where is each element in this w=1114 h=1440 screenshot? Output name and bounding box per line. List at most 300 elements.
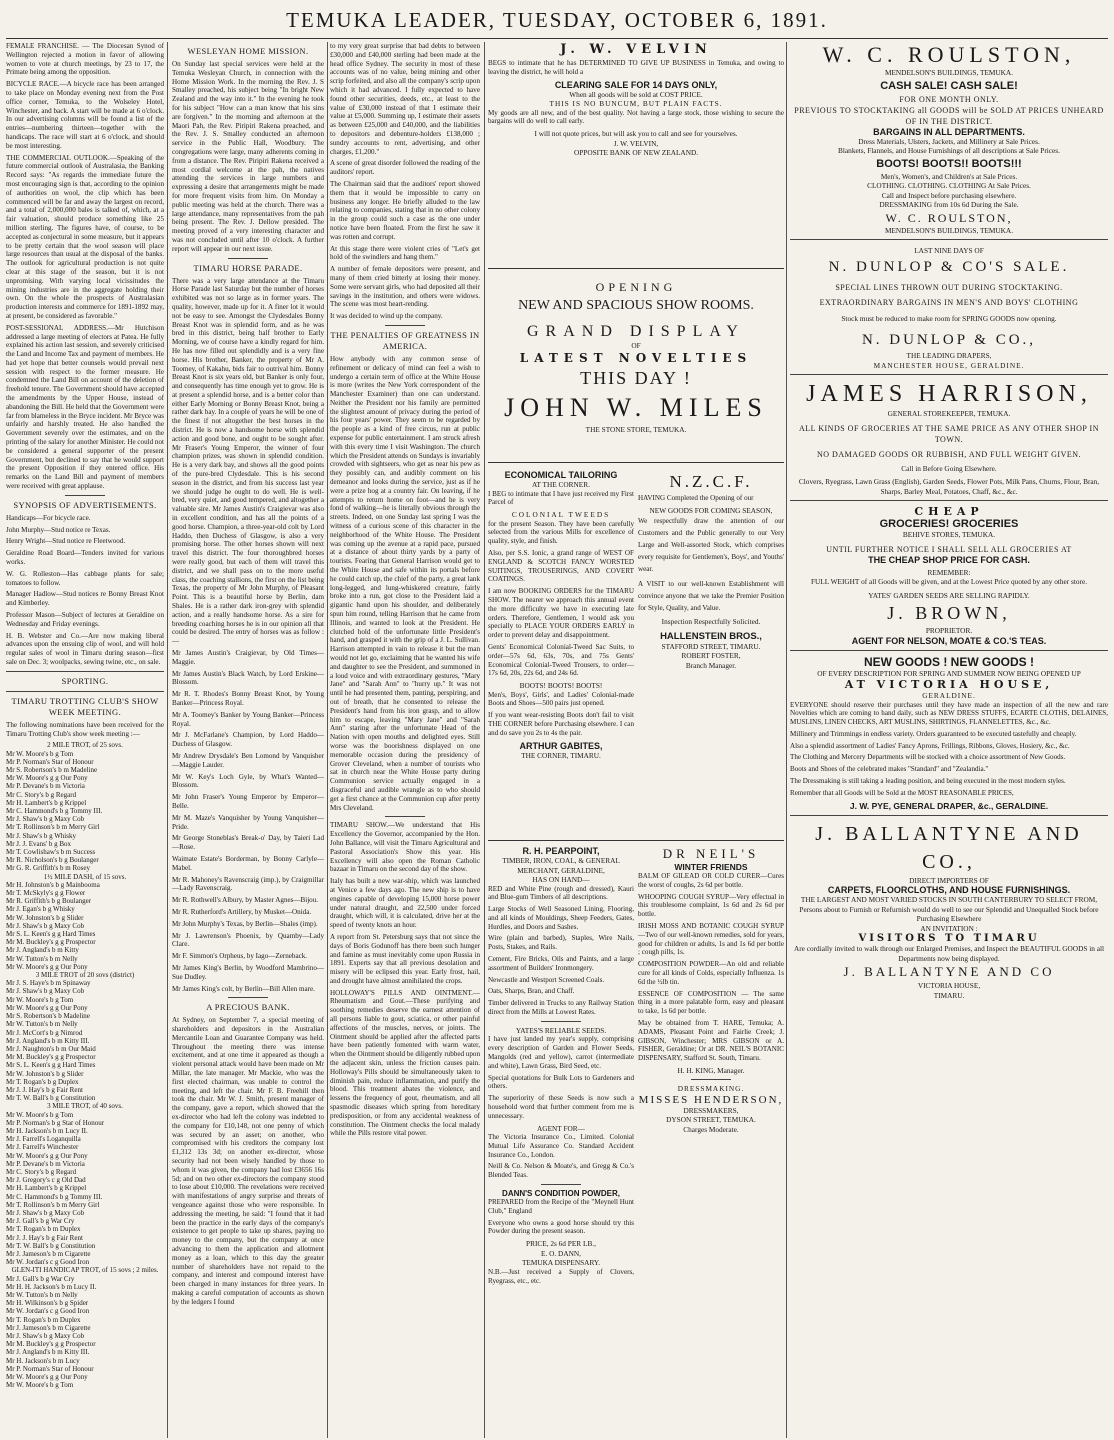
race-entry-list: [6, 1275, 164, 1390]
neil-body: COMPOSITION POWDER—An old and reliable cure for all kinds of Colds, especially Influenza. 1s 6d the ½lb tin.: [638, 960, 784, 986]
race-title: 1½ MILE DASH, of 15 sovs.: [43, 872, 127, 881]
harrison-name: JAMES HARRISON,: [806, 381, 1092, 407]
divider: [228, 258, 268, 259]
dunlop-sub: THE LEADING DRAPERS,: [906, 351, 992, 360]
horse-entry: Mr John Fraser's Young Emperor by Emperor—Belle.: [172, 793, 324, 810]
race-entry: Mr S. L. Keen's g g Hard Times: [6, 1061, 96, 1070]
horse-entry: Mr James Austin's Black Watch, by Lord Erskine—Blossom.: [172, 669, 324, 687]
velvin-lead: BEGS to intimate that he has DETERMINED TO GIVE UP BUSINESS in Temuka, and owing to leaving the district, he will hold a: [488, 59, 784, 76]
advert-ballantyne: [790, 820, 1108, 1001]
brown-yates: YATES' GARDEN SEEDS ARE SELLING RAPIDLY.: [868, 590, 1030, 600]
synopsis-item: Geraldine Road Board—Tenders invited for various works.: [6, 549, 164, 567]
column-divider: [484, 42, 485, 1438]
news-post-sessional-address: POST-SESSIONAL ADDRESS.—Mr Hutchison addressed a large meeting of electors at Patea. He fully explained his action last session, and severely criticised the Land and Income Tax and payment of members. He had yet hope that better counsels would prevail next session with respect to the former measure. He condemned the Land Bill on account of the deletion of freehold tenure. The Government should have accepted the amendments by the Upper House, instead of abandoning the Bill. He held that the Government were far from blameless in the Bryce incident. Mr Bryce was unfairly and harshly treated. He also handled the Government severely over the estimates, and on the printing of the salary for another Minister. He could not be considered a general supporter of the present Government, but declined to say that he would support the present Opposition if they entered office. His remarks on the Land Bill and payment of members were received with great applause.: [6, 323, 164, 491]
pearpoint-body: Newcastle and Westport Screened Coals.: [488, 975, 605, 984]
race-entry: Mr T. McSkyly's g g Flower: [6, 889, 86, 898]
news-russia-famine: A report from St. Petersburg says that not since the days of Boris Godunoff has there been such hunger and famine as must inevitably come upon Russia in 1891. Experts say that all previous desolation and misery will be eclipsed this year. Early frost, hail, and drought have almost annihilated the crops.: [330, 932, 480, 985]
race-entry: Mr P. Devane's b m Victoria: [6, 1159, 85, 1168]
race-entry-list: [6, 881, 164, 971]
nzcf-heading: N.Z.C.F.: [669, 472, 753, 491]
race-entry: Mr J. J. Hay's b g Fair Rent: [6, 1233, 83, 1242]
horse-entry: Mr M. Maze's Vanquisher by Young Vanquisher—Pride.: [172, 813, 324, 831]
advert-dunlop: [790, 246, 1108, 370]
divider: [541, 1021, 581, 1022]
race-entry: Mr J. Egan's b g Whisky: [6, 905, 75, 914]
ballantyne-visitors: VISITORS TO TIMARU: [858, 933, 1040, 945]
brown-name: J. BROWN,: [887, 603, 1011, 623]
race-entry: Mr T. Rogan's b g Duplex: [6, 1077, 79, 1086]
race-entry: Mr W. Johnston's b g Slider: [6, 1069, 84, 1078]
ballantyne-town: TIMARU.: [933, 990, 965, 1000]
horse-entry: Mr W. Key's Loch Gyle, by What's Wanted—Blossom.: [172, 772, 324, 790]
divider: [65, 495, 105, 496]
race-entry: Mr W. Tutton's b m Nelly: [6, 954, 78, 963]
ballantyne-largest: THE LARGEST AND MOST VARIED STOCKS IN SOUTH CANTERBURY TO SELECT FROM,: [800, 895, 1098, 905]
velvin-quote: I will not quote prices, but will ask you to call and see for yourselves.: [534, 129, 738, 139]
velvin-nobuncum: THIS IS NO BUNCUM, BUT PLAIN FACTS.: [549, 99, 723, 109]
pye-body: Boots and Shoes of the celebrated makes "Standard" and "Zealandia.": [790, 765, 989, 774]
bank-article-paragraph: A number of female depositors were present, and many of them cried bitterly at losing their money. Some were servant girls, who had deposited all their savings in the institution, and others were widows. The scene was most heart-rending.: [330, 265, 480, 309]
pye-geraldine: GERALDINE.: [922, 691, 976, 700]
harrison-call: Call in Before Going Elsewhere.: [901, 463, 997, 473]
nzcf-body: HAVING Completed the Opening of our: [638, 494, 754, 502]
race-entry: Mr J. Shaw's b g Maxy Cob: [6, 815, 85, 824]
velvin-sold: When all goods will be sold at COST PRICE.: [569, 89, 703, 99]
race-title: 3 MILE TROT, of 40 sovs.: [47, 1102, 123, 1111]
news-female-franchise: FEMALE FRANCHISE. — The Diocesan Synod of Wellington rejected a motion in favor of allowing women to vote at church meetings, by 23 to 17, the Primate being among the opposition.: [6, 42, 164, 77]
roulston-signature-address: MENDELSON'S BUILDINGS, TEMUKA.: [884, 225, 1014, 235]
dunlop-name: N. DUNLOP & CO.,: [861, 332, 1037, 348]
race-entry: Mr T. Rollinson's b m Merry Girl: [6, 823, 100, 832]
roulston-clothing: CLOTHING. CLOTHING. CLOTHING At Sale Prices.: [867, 181, 1031, 190]
race-entry: Mr J. McCort's b g Nimrod: [6, 1028, 83, 1037]
race-entry: Mr H. Jackson's b m Lucy: [6, 1356, 80, 1365]
race-entry: Mr W. Moore's g g Our Pony: [6, 1151, 88, 1160]
yates-body: Neill & Co. Nelson & Moate's, and Gregg & Co.'s Blended Teas.: [488, 1162, 634, 1180]
miles-name: JOHN W. MILES: [504, 392, 768, 422]
column-5-ads: [790, 42, 1108, 1438]
pye-body: Millinery and Trimmings in endless variety. Orders guaranteed to be executed tastefully and cheaply.: [790, 729, 1077, 738]
horse-parade-article: There was a very large attendance at the Timaru Horse Parade last Saturday but the number of horses exhibited was not so large as in former years. The quality, however, made up for it. A finer lot it would not be easy to see. Amongst the Clydesdales Bonny Breast Knot was in splendid form, and as he was bred in this district, being half brother to Early Morning, we of course have a kindly regard for him. He has now filled out splendidly and is a very fine horse. His brother, Banker, the property of Mr A. Toomey, of Kakahu, bids fair to outrival him. Bonny Breast Knot is six years old, but Banker is only four, and consequently has time enough yet to grow. He is at present a splendid horse, and is a better color than either Early Morning or Bonny Breast Knot, being a rather dark bay. In a couple of years he will be one of the finest if not altogether the best horses in the district. He is now a handsome horse with splendid action and good bone, and ought to be sought after. Mr Fraser's Young Emperor, the winner of four champion prizes, was shown in splendid condition. He is a very dark bay, and shows all the good points of the pure-bred Clydesdale. This is his second season in the district, and from his success last year we should judge he ought to do well. He is well-bred, very quiet, and good tempered, and altogether a valuable sire. Mr James Austin's Craigievar was also in excellent condition, and has all the points of a good horse. Champion, a three-year-old colt by Lord Haddo, then Duchess of Glasgow, is also a very promising horse. The other horses shown will next travel this district. The four thoroughbred horses were really good, but each of them will travel this district, and we shall pass on to the more useful class, the coaching stallions, the first on the list being Texas, the property of Mr John Murphy, of Pleasant Point. This is a beautiful horse by Berlin, dam Shales. He is a rather dark iron-grey with splendid action, and a really handsome horse. As a sire for breeding coaching horses he is in our opinion all that could be desired. The entry of horses was as follow :—: [172, 276, 324, 646]
race-entry: Mr H. Wilkinson's b g Spider: [6, 1299, 89, 1308]
race-entry: Mr H. Lambert's b g Krippel: [6, 1184, 87, 1193]
horse-entry: Mr R. Rutherford's Artillery, by Musket—Onida.: [172, 907, 312, 916]
ballantyne-house: VICTORIA HOUSE,: [917, 981, 981, 991]
divider: [790, 650, 1108, 651]
race-entry: Mr W. Tutton's b m Nelly: [6, 1020, 78, 1029]
pye-body: The Clothing and Mercery Departments will be stocked with a choice assortment of New Goods.: [790, 753, 1066, 762]
neil-signature: H. H. KING, Manager.: [677, 1065, 745, 1075]
dressmaking-address: DYSON STREET, TEMUKA.: [666, 1115, 756, 1125]
roulston-boots: BOOTS! BOOTS!! BOOTS!!!: [876, 157, 1022, 170]
bank-article-paragraph: The Chairman said that the auditors' report showed them that it would be impossible to carry on business any longer. He briefly alluded to the law relating to companies, stating that in no other colony in the group could such a case as the one under notice have been floated. From the first he saw it was rotten and corrupt.: [330, 179, 480, 241]
race-entry: Mr W. Moore's g g Our Pony: [6, 1373, 88, 1382]
trotting-heading: TIMARU TROTTING CLUB'S SHOW WEEK MEETING.: [11, 695, 159, 717]
miles-opening: OPENING: [595, 280, 677, 294]
wesleyan-article: On Sunday last special services were held at the Temuka Wesleyan Church, in connection with the Home Mission Work. In the morning the Rev. J. S Smalley preached, his subject being "In bright New Zealand and the way into it." In the evening he took for his subject "How can a man know that his sins are forgiven." In the morning and afternoon at the Maori Pah, the Rev. Piripiri Rakena preached, and the Rev. J. S. Smalley conducted an afternoon service in the Public Hall, Woodbury. The congregations were large, many adherents coming in from a distance. The Rev. Piripiri Rakena received a most cordial welcome at the pah, the natives attending the services in large numbers and expressing a desire that arrangements might be made for more frequent visits from him. On Monday a public meeting was held at the church. There was a large attendance, many representatives from the pah being present. The Rev. J. Dellow presided. The meeting proved of a very interesting character and was not concluded until after 10 o'clock. A further report will appear in our next issue.: [172, 60, 324, 253]
velvin-sale: CLEARING SALE FOR 14 DAYS ONLY,: [554, 79, 718, 90]
race-entry: Mr S. Robertson's b Madeline: [6, 1012, 90, 1021]
horse-entry: Mr J. McFarlane's Champion, by Lord Haddo—Duchess of Glasgow.: [172, 731, 324, 749]
race-entry: Mr J. Angland's b m Kitty: [6, 946, 79, 955]
brown-cheap: CHEAP: [914, 505, 984, 518]
dressmaking-heading: DRESSMAKING.: [677, 1084, 745, 1094]
pearpoint-body: Timber delivered in Trucks to any Railway Station direct from the Mills at Lowest Rates.: [488, 999, 634, 1017]
miles-this-day: THIS DAY !: [580, 367, 692, 388]
gabites-prices: Gents' Economical Colonial-Tweed Sac Suits, to order—57s 6d, 63s, 70s, and 75s Gents' Economical Colonial-Tweed Trousers, to order—17s 6d, 20s, 22s 6d, and 24s 6d.: [488, 642, 634, 678]
neil-heading: DR NEIL'S: [662, 846, 760, 861]
horse-entry: Mr R. T. Rhodes's Bonny Breast Knot, by Young Banker—Princess Royal.: [172, 690, 324, 707]
pye-description: OF EVERY DESCRIPTION FOR SPRING AND SUMMER NOW BEING OPENED UP: [817, 668, 1081, 678]
race-entry: Mr J. Naughton's b m Our Maid: [6, 1044, 96, 1053]
race-entry: Mr M. Buckley's g g Prospector: [6, 1053, 96, 1062]
ballantyne-signature: J. BALLANTYNE AND CO: [843, 964, 1055, 980]
race-entry: Mr W. Moore's b g Tom: [6, 1110, 74, 1119]
dann-signature: E. O. DANN,: [541, 1248, 581, 1258]
nzcf-street: STAFFORD STREET, TIMARU.: [661, 641, 761, 651]
synopsis-item: H. B. Webster and Co.—Are now making liberal advances upon the ensuing clip of wool, and will hold regular sales of wool in Timaru during season—first sale on Dec. 3; woolpacks, sewing twine, etc., on sale.: [6, 631, 164, 666]
divider: [6, 691, 164, 692]
column-divider: [167, 42, 168, 1438]
horse-entry: Waimate Estate's Borderman, by Bonny Carlyle—Mabel.: [172, 854, 324, 872]
race-title: 3 MILE TROT of 20 sovs (district): [35, 971, 135, 980]
roulston-buildings: MENDELSON'S BUILDINGS, TEMUKA.: [884, 68, 1014, 77]
yates-body: I have just landed my year's supply, comprising every description of Garden and Flower Seeds, Mangolds (red and yellow), carrot (intermediate and white), Lawn Grass, Bird Seed, etc.: [488, 1035, 634, 1070]
penalties-heading: THE PENALTIES OF GREATNESS IN AMERICA.: [330, 329, 480, 351]
race-entry: Mr S. L. Keen's g g Hard Times: [6, 930, 96, 939]
masthead-title: TEMUKA LEADER, TUESDAY, OCTOBER 6, 1891.: [286, 8, 828, 32]
miles-of: OF: [631, 341, 641, 350]
race-entry: Mr R. Nicholson's b g Boulanger: [6, 856, 99, 865]
roulston-dress: Dress Materials, Ulsters, Jackets, and Millinery at Sale Prices.: [858, 136, 1040, 146]
horse-entry: Mr James Austin's Craigievar, by Old Times—Maggie.: [172, 649, 324, 666]
precious-bank-article: At Sydney, on September 7, a special meeting of shareholders and depositors in the Australian Mercantile Loan and Guarantee Company was held. Throughout the meeting there was intense excitement, and at one time it appeared as though a violent personal attack would have been made on Mr Millar, the late manager. Mr Mackie, who was the first elected chairman, was unable to control the meeting, and left the chair. Mr F. B. Freehill then took the chair. Mr W. J. Smith, present manager of the company, gave a report, which showed that the ex-director who had left the colony was indebted to the company for £10,148, not one penny of which was secured by an asset; on another, who compromised with his creditors the company lost £1,312 13s 3d; on another ex-director, whose security had not been wisely handled by those to whom it was given, the company had lost £3656 16s 5d; and on two other ex-directors the company stood to lose about £10,000. The revelations were received with manifestations of angry surprise and threats of vengeance against those who were responsible. In addressing the meeting, he said: "I found that it had been the practice in the early days of the company's existence to get people to take up shares, paying no money to the company, but the company at once advancing to them the application and allotment money as a loan, which to this day the greater number of shareholders have not repaid to the company, and interest and compound interest have been charged in many instances for three years. In making a careful computation of accounts as shown by the ledgers I found: [172, 1016, 324, 1306]
divider: [385, 325, 425, 326]
divider: [790, 239, 1108, 240]
nzcf-body: We respectfully draw the attention of our Customers and the Public generally to our Very Large and Well-assorted Stock, which comprises every requisite for Gentlemen's, Boys', and Youths' wear.: [638, 517, 784, 574]
race-entry: Mr W. Johnston's b g Slider: [6, 913, 84, 922]
race-entry: Mr C. Story's b g Regard: [6, 790, 77, 799]
advert-roulston: [790, 42, 1108, 235]
race-entry: Mr J. Jameson's b m Cigarette: [6, 1323, 91, 1332]
race-entry: Mr W. Moore's b g Tom: [6, 749, 74, 758]
roulston-bargains: BARGAINS IN ALL DEPARTMENTS.: [873, 126, 1025, 137]
dunlop-last-days: LAST NINE DAYS OF: [914, 246, 984, 255]
advert-pearpoint: [488, 846, 634, 1288]
nzcf-manager: Branch Manager.: [685, 660, 737, 670]
pye-body: The Dressmaking is still taking a leading position, and being executed in the most modern styles.: [790, 777, 1066, 786]
divider: [790, 500, 1108, 501]
synopsis-item: Professor Mason—Subject of lectures at Geraldine on Wednesday and Friday evenings.: [6, 611, 164, 628]
race-entry: Mr J. Shaw's b g Maxy Cob: [6, 1332, 85, 1341]
pye-new-goods: NEW GOODS ! NEW GOODS !: [864, 654, 1034, 669]
race-entry-list: [6, 1111, 164, 1267]
column-divider: [786, 42, 787, 1438]
race-entry: Mr P. Devane's b m Victoria: [6, 782, 85, 791]
race-entry: Mr T. Rogan's b m Duplex: [6, 1315, 81, 1324]
race-entry: Mr C. Hammond's b g Tommy III.: [6, 1192, 103, 1201]
pye-body: Also a splendid assortment of Ladies' Fancy Aprons, Frillings, Ribbons, Gloves, Hosiery, &c., &c.: [790, 741, 1070, 750]
race-entry: Mr M. Buckley's g g Prospector: [6, 938, 96, 947]
advert-dr-neil: [638, 846, 784, 1134]
neil-body: May be obtained from T. HARE, Temuka; A. ADAMS, Pleasant Point and Fairlie Creek; J. GIBSON, Winchester; MRS GIBSON or A. FISHER, Geraldine; Or at DR. NEIL'S BOTANIC DISPENSARY, Stafford St. South, Timaru.: [638, 1018, 784, 1063]
dunlop-stock: Stock must be reduced to make room for SPRING GOODS now opening.: [841, 313, 1057, 323]
pearpoint-hand: HAS ON HAND—: [532, 875, 590, 884]
divider: [790, 815, 1108, 816]
advert-velvin: [488, 42, 784, 158]
race-entry: Mr W. Moore's g g Our Pony: [6, 774, 88, 783]
race-entry: Mr J. Shaw's b g Maxy Cob: [6, 1208, 85, 1217]
horse-entry: Mr A. Toomey's Banker by Young Banker—Princess Royal.: [172, 710, 324, 728]
dunlop-address: MANCHESTER HOUSE, GERALDINE.: [873, 360, 1025, 370]
neil-body: BALM OF GILEAD OR COLD CURER—Cures the worst of coughs, 2s 6d per bottle.: [638, 872, 784, 889]
horse-parade-heading: TIMARU HORSE PARADE.: [193, 262, 303, 273]
race-entry: Mr J. J. Hay's b g Fair Rent: [6, 1085, 83, 1094]
miles-latest-novelties: LATEST NOVELTIES: [519, 350, 753, 365]
divider: [228, 997, 268, 998]
race-entry: Mr H. Jackson's b m Lucy II.: [6, 1126, 88, 1135]
race-entry: Mr J. Gall's b g War Cry: [6, 1274, 75, 1283]
race-entry: Mr T. Cowlishaw's b m Success: [6, 848, 96, 857]
precious-bank-heading: A PRECIOUS BANK.: [206, 1002, 290, 1013]
news-commercial-outlook: THE COMMERCIAL OUTLOOK.—Speaking of the future commercial outlook of Australasia, the Banking Record says: "As regards the immediate future the most encouraging sign is that, according to the opinion of authorities on wool, the clip which has been commenced will be far and away the largest on record, and a total of 2,000,000 bales is talked of, which, at a fair valuation, should produce something like 25 million sterling. The figures have, of course, to be accepted as conjectural in some measure, but it appears to be pretty certain that the wool season will place large resources than usual at the disposal of the banks. The outlook for agricultural production is not quite clear at this stage of the season, but it is not unpromising. With varying local vicissitudes the mining industries are in the aggregate holding their own. On the whole the prospects of Australasian production interests and commerce for 1891-1892 may, at present, be considered as favorable.": [6, 153, 164, 320]
brown-groceries: GROCERIES! GROCERIES: [879, 518, 1019, 530]
race-entry: Mr J. Shaw's b g Maxy Cob: [6, 921, 85, 930]
pye-victoria-house: AT VICTORIA HOUSE,: [844, 678, 1054, 691]
yates-heading: YATES'S RELIABLE SEEDS.: [515, 1025, 607, 1035]
race-entry: Mr H. Johnston's b g Mainbooma: [6, 880, 100, 889]
neil-body: ESSENCE OF COMPOSITION — The same thing in a more palatable form, easy and pleasant to take, 1s 6d per bottle.: [638, 989, 784, 1016]
gabites-boots: BOOTS! BOOTS! BOOTS!: [519, 681, 603, 691]
dann-body: Everyone who owns a good horse should try this Powder during the present season.: [488, 1218, 634, 1236]
race-entry: Mr C. Story's b g Regard: [6, 1167, 77, 1176]
race-entry: Mr W. Jordan's c g Good Iron: [6, 1307, 90, 1316]
race-entry: Mr T. W. Ball's b g Constitution: [6, 1094, 96, 1103]
horse-entry: Mr F. Simmon's Orpheus, by Iago—Zerneback.: [172, 952, 308, 961]
neil-body: IRISH MOSS AND BOTANIC COUGH SYRUP—Two of our well-known remedies, sold for years, good for children or adults, 1s and 1s 6d per bottle ; cough pills, 1s.: [638, 921, 784, 957]
dunlop-bargains: EXTRAORDINARY BARGAINS IN MEN'S AND BOYS' CLOTHING: [819, 297, 1079, 307]
harrison-sub: GENERAL STOREKEEPER, TEMUKA.: [887, 409, 1011, 418]
race-entry: Mr H. Lambert's b g Krippel: [6, 798, 87, 807]
advert-gabites: [488, 470, 634, 760]
roulston-blankets: Blankets, Flannels, and House Furnishings of all descriptions at Sale Prices.: [838, 146, 1060, 155]
race-entry: Mr W. Moore's b g Tom: [6, 1381, 74, 1390]
harrison-goods: Clovers, Ryegrass, Lawn Grass (English), Garden Seeds, Flower Pots, Milk Pans, Churns, Flour, Bran, Sharps, Barley Meal, Potatoes, Chaff, &c., &c.: [798, 477, 1100, 496]
wesleyan-heading: WESLEYAN HOME MISSION.: [187, 46, 309, 56]
race-entry: Mr R. Griffith's b g Boulanger: [6, 897, 92, 906]
brown-until: UNTIL FURTHER NOTICE I SHALL SELL ALL GROCERIES AT: [826, 544, 1072, 554]
horse-entry: Mr R. Mahoney's Ravenscraig (imp.), by Craigmillar—Lady Ravenscraig.: [172, 875, 324, 893]
dunlop-special: SPECIAL LINES THROWN OUT DURING STOCKTAKING.: [835, 282, 1063, 292]
synopsis-item: W. G. Rolleston—Has cabbage plants for sale; tomatoes to follow.: [6, 569, 164, 587]
race-entry: Mr W. Jordan's c g Good Iron: [6, 1258, 90, 1267]
pye-body: EVERYONE should reserve their purchases until they have made an inspection of all the new and rare Novelties which are coming to hand daily, such as NEW DRESS STUFFS, ECARTE CLOTHS, DELAINES, MUSLINS, LINEN CHECKS, ART MUSLINS, SHIRTINGS, FLANNELETTES, &c., &c.: [790, 700, 1108, 727]
pearpoint-body: Oats, Sharps, Bran, and Chaff.: [488, 987, 575, 996]
ballantyne-carpets: CARPETS, FLOORCLOTHS, AND HOUSE FURNISHINGS.: [827, 885, 1071, 896]
race-entry: Mr T. Rollinson's b m Merry Girl: [6, 1200, 100, 1209]
roulston-month: FOR ONE MONTH ONLY.: [899, 94, 999, 104]
divider: [488, 462, 784, 463]
divider: [691, 1079, 731, 1080]
bank-article-paragraph: A scene of great disorder followed the reading of the auditors' report.: [330, 159, 480, 177]
dann-dispensary: TEMUKA DISPENSARY.: [521, 1258, 601, 1268]
horse-entry: Mr James King's colt, by Berlin—Bill Allen mare.: [172, 984, 315, 993]
advert-nzcf: [638, 470, 784, 670]
roulston-cash-sale: CASH SALE! CASH SALE!: [880, 79, 1018, 92]
divider: [790, 374, 1108, 375]
race-title: GLEN-ITI HANDICAP TROT, of 15 sovs ; 2 miles.: [11, 1266, 159, 1275]
race-entry: Mr J. Angland's b m Kitty III.: [6, 1036, 90, 1045]
ballantyne-invitation: AN INVITATION :: [920, 923, 978, 933]
race-entry: Mr H. H. Jackson's b m Lucy II.: [6, 1282, 97, 1291]
brown-full-weight: FULL WEIGHT of all Goods will be given, and at the Lowest Price quoted by any other store.: [810, 577, 1088, 586]
neil-body: WHOOPING COUGH SYRUP—Very effectual in this troublesome complaint, 1s 6d and 2s 6d per bottle.: [638, 892, 784, 919]
race-entry: Mr J. S. Haye's b m Spinaway: [6, 979, 91, 988]
race-entry: Mr S. Robertson's b m Madeline: [6, 766, 98, 774]
race-entry: Mr J. Farrell's Winchester: [6, 1143, 79, 1152]
gabites-body: I BEG to intimate that I have just received my First Parcel of: [488, 489, 634, 507]
race-entry: Mr J. Gregory's c g Old Dad: [6, 1176, 86, 1185]
gabites-sub: AT THE CORNER.: [532, 480, 590, 489]
roulston-name: W. C. ROULSTON,: [822, 42, 1076, 67]
column-divider: [327, 42, 328, 1438]
bank-article-paragraph: It was decided to wind up the company.: [330, 312, 443, 321]
gabites-address: THE CORNER, TIMARU.: [521, 750, 601, 760]
advert-pye: [790, 655, 1108, 811]
race-entry: Mr P. Norman's b g Star of Honour: [6, 1118, 105, 1127]
horse-entry: Mr Andrew Drysdale's Ben Lomond by Vanquisher—Maggie Lauder.: [172, 751, 324, 769]
dann-heading: DANN'S CONDITION POWDER,: [502, 1189, 620, 1199]
divider: [488, 268, 784, 269]
race-entry: Mr W. Moore's g g Our Pony: [6, 962, 88, 971]
pearpoint-heading: R. H. PEARPOINT,: [522, 846, 600, 856]
velvin-title: J. W. VELVIN: [560, 42, 712, 57]
dunlop-heading: N. DUNLOP & CO'S SALE.: [828, 258, 1070, 275]
synopsis-item: Handicaps—For bicycle race.: [6, 513, 91, 522]
nzcf-inspection: Inspection Respectfully Solicited.: [661, 617, 761, 627]
masthead-rule: [6, 38, 1108, 39]
horse-entry: Mr James King's Berlin, by Woodford Mambrino—Sue Dudley.: [172, 963, 324, 981]
gabites-body: Also, per S.S. Ionic, a grand range of WEST OF ENGLAND & SCOTCH FANCY WORSTED SUITINGS, TROUSERINGS, AND COVERT COATINGS.: [488, 548, 634, 584]
brown-proprietor: PROPRIETOR.: [925, 626, 973, 635]
dressmaking-trade: DRESSMAKERS,: [683, 1105, 739, 1115]
nzcf-signature: ROBERT FOSTER,: [681, 651, 741, 661]
brown-remember: REMEMBER:: [927, 567, 971, 577]
dressmaking-name: MISSES HENDERSON,: [638, 1093, 784, 1106]
divider: [488, 840, 784, 841]
miles-store: THE STONE STORE, TEMUKA.: [585, 424, 687, 434]
velvin-body: My goods are all new, and of the best quality. Not having a large stock, those wishing to secure the bargains will do well to call early.: [488, 108, 784, 126]
pearpoint-body: Cement, Fire Bricks, Oils and Paints, and a large assortment of Builders' Ironmongery.: [488, 955, 634, 972]
gabites-signature: ARTHUR GABITES,: [519, 740, 603, 751]
race-entry: Mr M. Buckley's g g Prospector: [6, 1340, 96, 1349]
gabites-heading: ECONOMICAL TAILORING: [504, 470, 618, 480]
synopsis-heading: SYNOPSIS OF ADVERTISEMENTS.: [13, 499, 157, 510]
synopsis-item: Manager Hadlow—Stud notices re Bonny Breast Knot and Kimberley.: [6, 590, 164, 608]
bank-article-continued: to my very great surprise that bad debts to between £30,000 and £40,000 sterling had been made at the head office Sydney. The security in most of these accounts was of no value, being mining and other scrip forfeited, and also all the company's scrip upon which it had advanced. I fully expected to have found other securities, deeds, etc., at least to the value of £30,000 instead of that I estimate their value at £5,000. Summing up, I estimate their assets as between £25,000 and £40,000, and the liabilities to depositors and debenture-holders £138,000 ; sundry accounts to rent, advertising, and other charges, £1,200.": [330, 42, 480, 156]
race-entry: Mr P. Norman's Star of Honour: [6, 1364, 94, 1373]
trotting-intro: The following nominations have been received for the Timaru Trotting Club's show week meeting :—: [6, 720, 164, 738]
news-italy-warship: Italy has built a new war-ship, which was launched at Venice a few days ago. The new ship is to have engines capable of developing 15,000 horse power under natural draught, and 22,500 under forced draught, which will, it is calculated, drive her at the speed of twenty knots an hour.: [330, 877, 480, 930]
brown-behive: BEHIVE STORES, TEMUKA.: [902, 530, 996, 539]
horse-entry: Mr J. Lawrenson's Phoenix, by Quamby—Lady Clare.: [172, 931, 324, 949]
nzcf-firm: HALLENSTEIN BROS.,: [660, 630, 762, 642]
dann-price: PRICE, 2s 6d PER LB.,: [526, 1239, 596, 1249]
race-entry: Mr P. Norman's Star of Honour: [6, 757, 94, 766]
roulston-boots-text: Men's, Women's, and Children's at Sale Prices.: [880, 171, 1018, 181]
race-title: 2 MILE TROT, of 25 sovs.: [47, 741, 123, 750]
column-3: [330, 42, 480, 1438]
race-entry: Mr C. Hammond's b g Tommy III.: [6, 807, 103, 816]
brown-agent: AGENT FOR NELSON, MOATE & CO.'S TEAS.: [851, 635, 1047, 646]
race-entry: Mr J. Angland's b m Kitty III.: [6, 1348, 90, 1357]
column-2: [172, 42, 324, 1438]
synopsis-list: [6, 514, 164, 667]
velvin-address: OPPOSITE BANK OF NEW ZEALAND.: [573, 148, 699, 158]
roulston-signature: W. C. ROULSTON,: [885, 210, 1013, 225]
gabites-body: I am now BOOKING ORDERS for the TIMARU SHOW. The nearer we approach this annual event the more difficulty we have in executing late orders. Therefore, Gentlemen, I would ask you specially to PLACE YOUR ORDERS EARLY in order to prevent delay and disappointment.: [488, 587, 634, 640]
race-entry: Mr J. J. Evans' b g Box: [6, 839, 72, 848]
harrison-groceries: ALL KINDS OF GROCERIES AT THE SAME PRICE AS ANY OTHER SHOP IN TOWN.: [798, 423, 1099, 444]
sporting-heading: SPORTING.: [61, 675, 109, 686]
ballantyne-invite-text: Are cordially invited to walk through our Enlarged Premises, and Inspect the BEAUTIFUL GOODS in all Departments now being displayed.: [793, 944, 1105, 963]
yates-body: Special quotations for Bulk Lots to Gardeners and others.: [488, 1073, 634, 1091]
horse-entry-list: [172, 649, 324, 993]
miles-show-rooms: NEW AND SPACIOUS SHOW ROOMS.: [518, 298, 754, 313]
race-entry: Mr J. Shaw's b g Whisky: [6, 831, 76, 840]
gabites-body: Men's, Boys', Girls', and Ladies' Colonial-made Boots and Shoes—500 pairs just opened.: [488, 690, 634, 708]
column-4-ads: [488, 42, 784, 1438]
horse-entry: Mr John Murphy's Texas, by Berlin—Shales (imp).: [172, 919, 318, 928]
velvin-signature: J. W. VELVIN,: [613, 138, 659, 148]
divider: [6, 671, 164, 672]
race-entry: Mr J. Jameson's b m Cigarette: [6, 1249, 91, 1258]
pearpoint-body: Wire (plain and barbed), Staples, Wire Nails, Posts, Stakes, and Rails.: [488, 934, 634, 952]
ballantyne-name: J. BALLANTYNE AND CO.,: [815, 822, 1083, 873]
dann-body: PREPARED from the Recipe of the "Meynell Hunt Club," England: [488, 1198, 634, 1215]
race-entry-list: [6, 750, 164, 873]
race-entry: Mr W. Tutton's b m Nelly: [6, 1291, 78, 1299]
neil-sub: WINTER FRIENDS: [674, 862, 748, 872]
column-1: [6, 42, 164, 1438]
horse-entry: Mr George Stoneblas's Break-o' Day, by Taieri Lad—Rose.: [172, 834, 324, 852]
pye-signature: J. W. PYE, GENERAL DRAPER, &c., GERALDINE.: [849, 800, 1049, 811]
brown-cheap-shop: THE CHEAP SHOP PRICE FOR CASH.: [868, 554, 1030, 565]
dressmaking-charges: Charges Moderate.: [683, 1124, 739, 1134]
roulston-previous: PREVIOUS TO STOCKTAKING all GOODS will be SOLD AT PRICES UNHEARD OF IN THE DISTRICT.: [794, 105, 1104, 126]
yates-agent: AGENT FOR—: [537, 1123, 585, 1133]
harrison-no-damaged: NO DAMAGED GOODS OR RUBBISH, AND FULL WEIGHT GIVEN.: [816, 449, 1082, 459]
roulston-call: Call and Inspect before purchasing elsewhere.: [881, 190, 1017, 200]
nzcf-body: A VISIT to our well-known Establishment will convince anyone that we take the Premier Position for Style, Quality, and Value.: [638, 580, 784, 613]
bank-article-paragraph: At this stage there were violent cries of "Let's get hold of the swindlers and hang them.": [330, 244, 480, 262]
race-entry: Mr J. Shaw's b g Maxy Cob: [6, 987, 85, 996]
roulston-dressmaking: DRESSMAKING from 10s 6d During the Sale.: [879, 200, 1019, 209]
gabites-body: for the present Season. They have been carefully selected from the various Mills for excellence of quality, style, and finish.: [488, 519, 634, 546]
race-entry: Mr T. Rogan's b m Duplex: [6, 1225, 81, 1234]
news-timaru-show: TIMARU SHOW.—We understand that His Excellency the Governor, accompanied by the Hon. John Ballance, will visit the Timaru Agricultural and Pastoral Association's Show this year. His Excellency will also open the Roman Catholic bazaar in Timaru on the second day of the show.: [330, 821, 480, 874]
gabites-tweeds: COLONIAL TWEEDS: [511, 510, 611, 520]
advert-harrison: [790, 379, 1108, 496]
synopsis-item: John Murphy—Stud notice re Texas.: [6, 525, 111, 534]
ballantyne-sub: DIRECT IMPORTERS OF: [909, 875, 989, 885]
race-entry: Mr J. Farrell's Loganquilla: [6, 1135, 81, 1144]
advert-brown: [790, 505, 1108, 646]
race-entry-list: [6, 979, 164, 1102]
race-entry: Mr J. Gall's b g War Cry: [6, 1217, 75, 1226]
pearpoint-body: Large Stocks of Well Seasoned Lining, Flooring, and all kinds of Mouldings, Sheep Feeders, Gates, Hurdles, and Doors and Sashes.: [488, 905, 634, 931]
pearpoint-body: RED and White Pine (rough and dressed), Kauri and Blue-gum Timbers of all descriptions.: [488, 884, 634, 902]
